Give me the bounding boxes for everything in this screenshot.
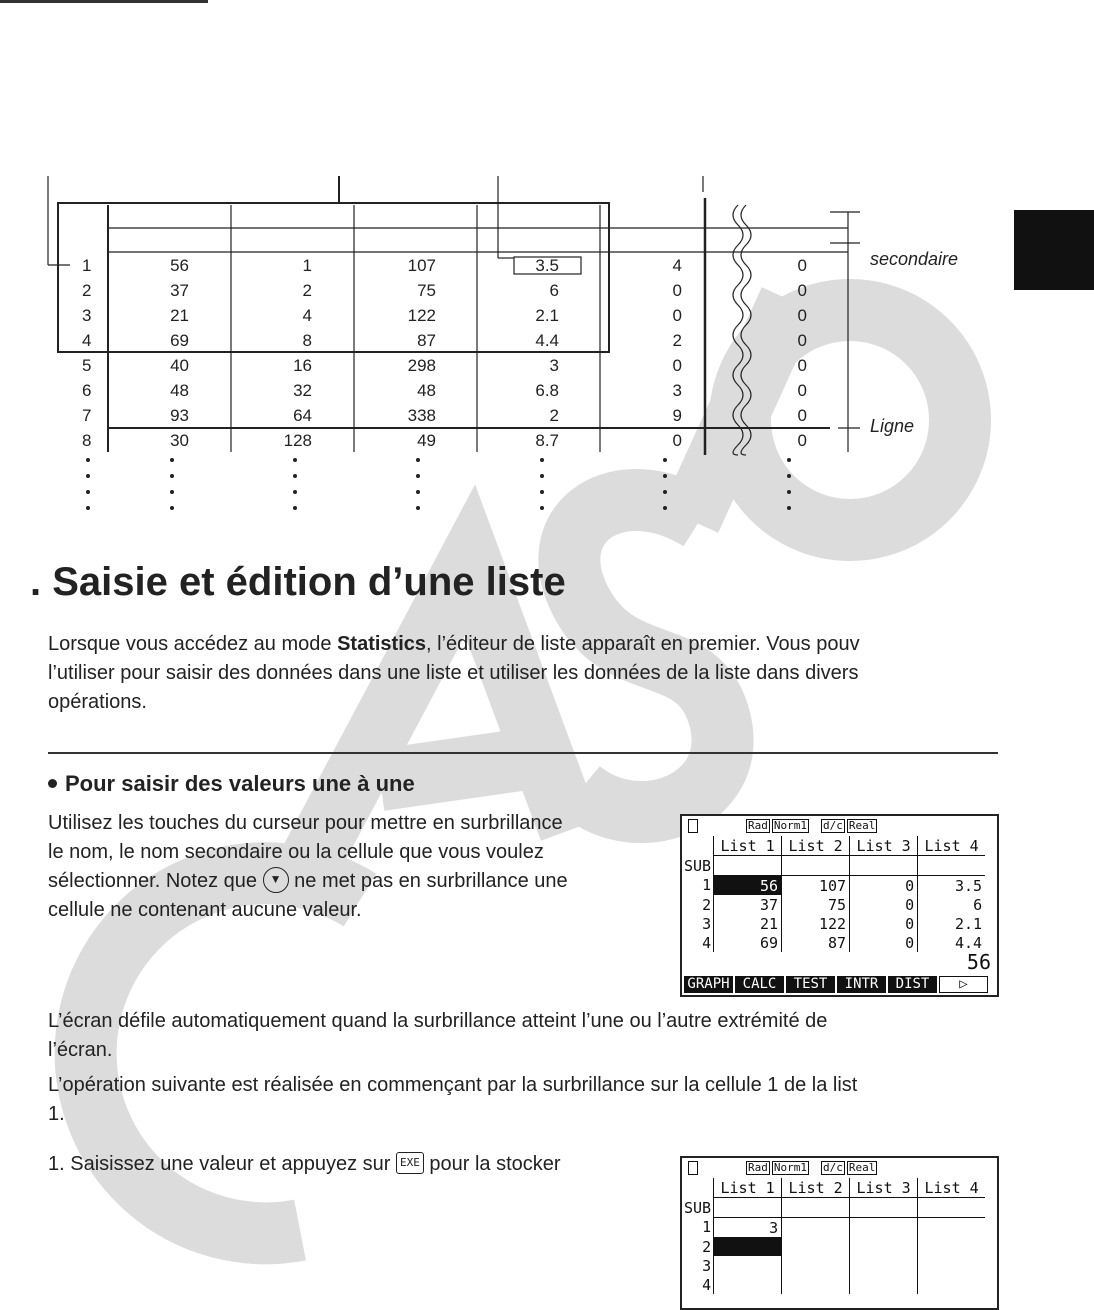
cursor-paragraph: Utilisez les touches du curseur pour mettre en surbrillance le nom, le nom secondaire ou la cellule que vous voulez sélectionner. Notez que ▼ ne met pas en surbrillance une cellule ne contenant aucune valeur. [48,812,568,921]
diagram-cell: 128 [283,431,312,450]
step-1: 1. Saisissez une valeur et appuyez sur EXE pour la stocker [48,1153,561,1175]
list-cell[interactable]: 3 [714,1218,782,1238]
callout-secondary: secondaire [870,249,959,269]
list-cell[interactable]: 6 [918,895,986,914]
continuation-dot [663,458,667,462]
diagram-cell: 0 [672,356,682,375]
list-cell[interactable] [918,1256,986,1275]
row-number: 4 [702,1275,712,1294]
continuation-dot [540,506,544,510]
subsection-title: Pour saisir des valeurs une à une [48,771,415,797]
table-row [684,914,985,933]
list-header[interactable]: List 3 [850,1178,918,1198]
diagram-cell: 8.7 [535,431,559,450]
continuation-dot [416,458,420,462]
diagram-cell: 2 [302,281,312,300]
row-number: 1 [702,876,712,895]
continuation-dot [170,506,174,510]
diagram-cell: 48 [170,381,189,400]
diagram-cell: 4 [672,256,682,275]
diagram-cell: 298 [407,356,436,375]
diagram-row-number: 8 [82,431,92,450]
diagram-cell: 0 [797,431,807,450]
continuation-dot [86,506,90,510]
list-cell[interactable]: 4.4 [918,933,986,952]
continuation-dot [293,474,297,478]
diagram-cell: 6.8 [535,381,559,400]
list-cell[interactable] [850,1237,918,1256]
sub-name-cell[interactable] [714,856,782,876]
status-indicator: Rad [748,1161,768,1174]
status-bar [746,819,879,833]
diagram-cell: 30 [170,431,189,450]
continuation-dot [787,458,791,462]
continuation-dot [663,506,667,510]
sub-name-cell[interactable] [918,856,986,876]
status-indicator: d/c [823,1161,843,1174]
list-header[interactable]: List 2 [782,1178,850,1198]
diagram-cell: 2 [672,331,682,350]
diagram-cell: 37 [170,281,189,300]
status-indicator: d/c [823,819,843,832]
diagram-cell: 21 [170,306,189,325]
list-cell[interactable]: 0 [850,895,918,914]
diagram-cell: 93 [170,406,189,425]
list-cell[interactable]: 2.1 [918,914,986,933]
diagram-cell: 1 [302,256,312,275]
list-header[interactable]: List 4 [918,836,986,856]
status-bar [746,1161,879,1175]
continuation-dot [416,490,420,494]
list-cell[interactable]: 0 [850,933,918,952]
sub-label: SUB [684,1198,712,1217]
list-header[interactable]: List 3 [850,836,918,856]
continuation-dot [86,474,90,478]
continuation-dot [170,474,174,478]
diagram-row-number: 4 [82,331,92,350]
diagram-row-number: 5 [82,356,92,375]
diagram-row-number: 2 [82,281,92,300]
diagram-cell: 0 [797,356,807,375]
diagram-row-number: 6 [82,381,92,400]
function-key-[interactable]: ▷ [939,976,988,993]
diagram-cell: 87 [417,331,436,350]
continuation-dot [663,474,667,478]
bullet-icon [48,779,57,788]
row-number: 3 [702,1256,712,1275]
scroll-paragraph: L’écran défile automatiquement quand la surbrillance atteint l’une ou l’autre extrémité de l’écran. [48,1010,828,1061]
diagram-row-number: 7 [82,406,92,425]
function-key-bar [684,976,988,993]
diagram-cell: 9 [672,406,682,425]
status-indicator: Real [848,1161,876,1174]
sub-name-cell[interactable] [782,856,850,876]
section-title: . Saisie et édition d’une liste [30,560,566,604]
row-number: 4 [702,933,712,952]
diagram-cell: 16 [293,356,312,375]
diagram-cell: 3 [672,381,682,400]
continuation-dot [293,458,297,462]
status-indicator: Rad [748,819,768,832]
function-key-intr[interactable]: INTR [837,976,886,993]
diagram-cell: 0 [797,306,807,325]
table-row [684,1275,985,1294]
continuation-dot [293,506,297,510]
status-indicator: Norm1 [773,819,807,832]
diagram-cell: 32 [293,381,312,400]
status-indicator: Real [848,819,876,832]
continuation-dot [170,490,174,494]
sub-name-cell[interactable] [918,1198,986,1218]
function-key-calc[interactable]: CALC [735,976,784,993]
diagram-cell: 3.5 [535,256,559,275]
table-row [684,1218,985,1238]
list-cell[interactable] [850,1275,918,1294]
diagram-cell: 338 [407,406,436,425]
diagram-cell: 0 [797,406,807,425]
sub-label: SUB [684,856,712,875]
row-number: 1 [702,1218,712,1237]
continuation-dot [787,490,791,494]
list-cell[interactable] [782,1275,850,1294]
list-cell[interactable] [714,1256,782,1275]
table-row [684,895,985,914]
continuation-dot [170,458,174,462]
list-cell[interactable] [782,1237,850,1256]
continuation-dot [293,490,297,494]
diagram-cell: 75 [417,281,436,300]
list-cell[interactable] [782,1256,850,1275]
list-header[interactable]: List 4 [918,1178,986,1198]
operation-paragraph: L’opération suivante est réalisée en commençant par la surbrillance sur la cellule 1 de la list 1. [48,1074,858,1125]
diagram-cell: 122 [407,306,436,325]
list-cell[interactable]: 107 [782,876,850,896]
list-header[interactable]: List 1 [714,1178,782,1198]
table-row [684,876,985,896]
list-table [684,1178,985,1294]
table-row [684,1237,985,1256]
divider [48,752,998,754]
continuation-dot [416,474,420,478]
continuation-dot [540,474,544,478]
list-cell[interactable] [714,1237,782,1256]
status-indicator: Norm1 [773,1161,807,1174]
list-cell[interactable] [918,1275,986,1294]
callout-row: Ligne [870,416,915,436]
diagram-cell: 0 [797,281,807,300]
continuation-dot [86,458,90,462]
diagram-cell: 2 [549,406,559,425]
diagram-cell: 0 [797,256,807,275]
list-cell[interactable] [918,1218,986,1238]
list-header[interactable]: List 2 [782,836,850,856]
function-key-dist[interactable]: DIST [888,976,937,993]
battery-icon [688,1161,698,1175]
diagram-cell: 69 [170,331,189,350]
diagram-cell: 2.1 [535,306,559,325]
diagram-row-number: 1 [82,256,92,275]
function-key-test[interactable]: TEST [786,976,835,993]
continuation-dot [540,458,544,462]
diagram-cell: 0 [672,281,682,300]
continuation-dot [540,490,544,494]
list-cell[interactable] [918,1237,986,1256]
calculator-screen-list-editor [680,814,999,997]
diagram-cell: 49 [417,431,436,450]
list-cell[interactable]: 87 [782,933,850,952]
cursor-down-key-icon: ▼ [263,867,289,893]
continuation-dot [787,474,791,478]
list-cell[interactable]: 21 [714,914,782,933]
row-number: 2 [702,1237,712,1256]
diagram-cell: 4.4 [535,331,559,350]
list-cell[interactable] [850,1218,918,1238]
list-cell[interactable]: 0 [850,914,918,933]
sub-name-cell[interactable] [850,856,918,876]
continuation-dot [86,490,90,494]
sub-name-cell[interactable] [850,1198,918,1218]
list-table [684,836,985,952]
diagram-row-number: 3 [82,306,92,325]
sub-name-cell[interactable] [714,1198,782,1218]
list-cell[interactable] [782,1218,850,1238]
mode-name: Statistics [337,633,427,655]
calculator-screen-after-entry [680,1156,999,1310]
continuation-dot [663,490,667,494]
row-number: 3 [702,914,712,933]
function-key-graph[interactable]: GRAPH [684,976,733,993]
diagram-cell: 107 [407,256,436,275]
battery-icon [688,819,698,833]
intro-paragraph: Lorsque vous accédez au mode Statistics, l’éditeur de liste apparaît en premier. Vous pouv l’utiliser pour saisir des données dans une liste et utiliser les données de la liste dans divers opérations. [48,633,860,713]
diagram-cell: 6 [549,281,559,300]
diagram-cell: 0 [797,331,807,350]
diagram-cell: 56 [170,256,189,275]
list-cell[interactable]: 3.5 [918,876,986,896]
sub-name-cell[interactable] [782,1198,850,1218]
list-cell[interactable]: 75 [782,895,850,914]
list-cell[interactable] [850,1256,918,1275]
exe-key-icon: EXE [396,1152,424,1174]
diagram-cell: 64 [293,406,312,425]
diagram-cell: 0 [797,381,807,400]
continuation-dot [416,506,420,510]
diagram-cell: 0 [672,306,682,325]
list-cell[interactable]: 69 [714,933,782,952]
table-row [684,933,985,952]
diagram-cell: 0 [672,431,682,450]
diagram-cell: 3 [549,356,559,375]
list-header[interactable]: List 1 [714,836,782,856]
list-cell[interactable]: 122 [782,914,850,933]
list-cell[interactable]: 56 [714,876,782,896]
list-cell[interactable]: 37 [714,895,782,914]
cell-value-readout: 56 [966,950,991,974]
list-cell[interactable] [714,1275,782,1294]
continuation-dot [787,506,791,510]
list-cell[interactable]: 0 [850,876,918,896]
table-row [684,1256,985,1275]
row-number: 2 [702,895,712,914]
diagram-cell: 8 [302,331,312,350]
diagram-cell: 48 [417,381,436,400]
diagram-cell: 40 [170,356,189,375]
diagram-cell: 4 [302,306,312,325]
